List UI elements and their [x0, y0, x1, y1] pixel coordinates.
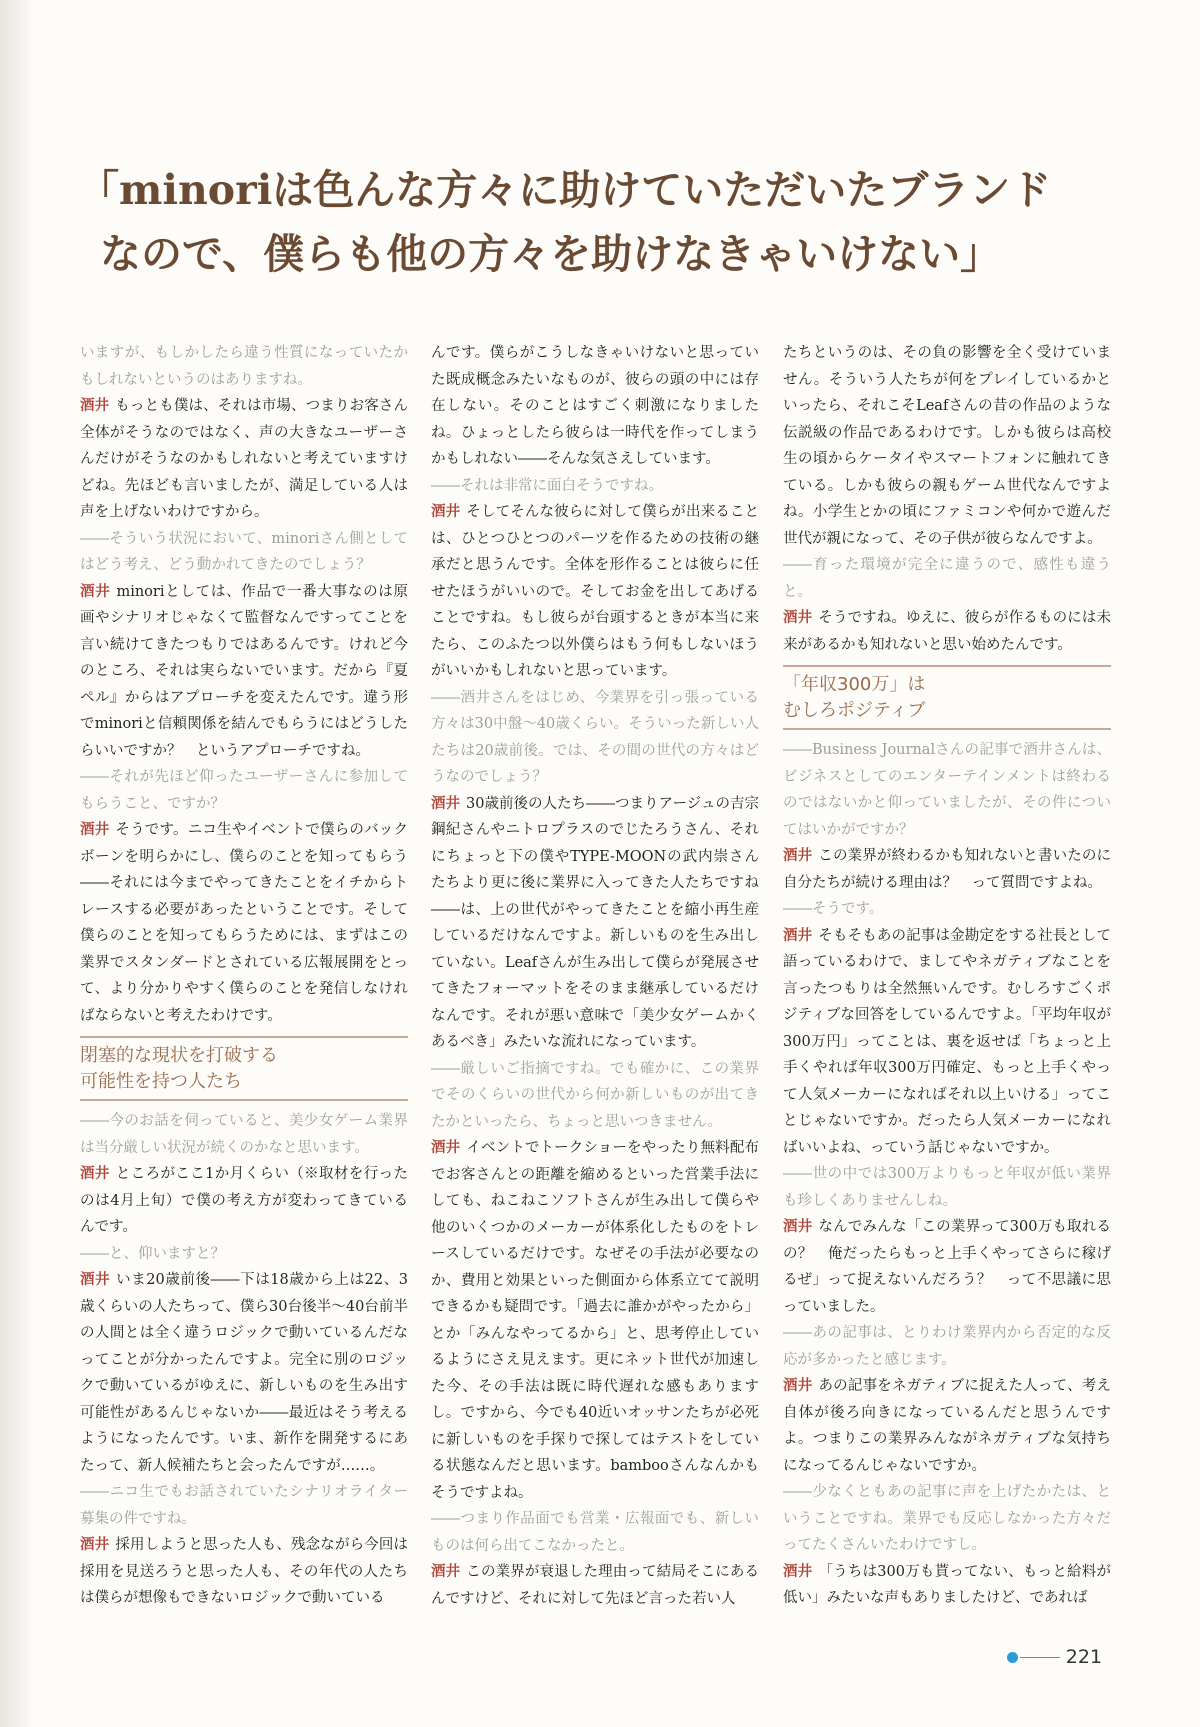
speaker-name: 酒井 [80, 397, 110, 414]
paragraph-text: ――酒井さんをはじめ、今業界を引っ張っている方々は30中盤～40歳くらい。そういった新しい人たちは20歳前後。では、その間の世代の方々はどうなのでしょう？ [431, 689, 759, 785]
interviewer-question [80, 526, 408, 579]
paragraph-text: なんでみんな「この業界って300万も取れるの？ 俺だったらもっと上手くやってさらに稼げるぜ」って捉えないんだろう？ って不思議に思っていました。 [783, 1219, 1111, 1315]
paragraph-text: ――育った環境が完全に違うので、感性も違うと。 [783, 557, 1111, 600]
page-footer [1007, 1646, 1102, 1668]
headline-line-2: なので、僕らも他の方々を助けなきゃいけない」 [100, 230, 1002, 278]
speaker-name: 酒井 [80, 821, 110, 838]
speaker-name: 酒井 [783, 847, 813, 864]
paragraph-text: 30歳前後の人たち――つまりアージュの吉宗鋼紀さんやニトロプラスのでじたろうさん、それにちょっと下の僕やTYPE-MOONの武内崇さんたちより更に後に業界に入ってきた人たちですね――は、上の世代がやってきたことを縮小再生産しているだけなんですよ。新しいものを生み出していない。Leafさんが生み出して僕らが発展させてきたフォーマットをそのまま継承しているだけなんです。それが悪い意味で「美少女ゲームかくあるべき」みたいな流れになっています。 [431, 795, 759, 1050]
paragraph-text: そしてそんな彼らに対して僕らが出来ることは、ひとつひとつのパーツを作るための技術の継承だと思うんです。全体を形作ることは彼らに任せたほうがいいので。そしてお金を出してあげることですね。もし彼らが台頭するときが本当に来たら、このふたつ以外僕らはもう何もしないほうがいいかもしれないと思っています。 [431, 504, 759, 679]
interviewee-answer [431, 1559, 759, 1612]
paragraph-text: たちというのは、その負の影響を全く受けていません。そういう人たちが何をプレイしているかといったら、それこそLeafさんの昔の作品のような伝説級の作品であるわけです。しかも彼らは高校生の頃からケータイやスマートフォンに触れてきている。しかも彼らの親もゲーム世代なんですよね。小学生とかの頃にファミコンや何かで遊んだ世代が親になって、その子供が彼らなんですよ。 [783, 345, 1111, 547]
paragraph-text: この業界が終わるかも知れないと書いたのに自分たちが続ける理由は？ って質問ですよね。 [783, 848, 1111, 891]
interviewer-question [80, 1241, 408, 1268]
speaker-name: 酒井 [431, 794, 461, 812]
section-heading-line-2: むしろポジティブ [783, 700, 926, 721]
paragraph-text: ――それは非常に面白そうですね。 [431, 477, 663, 494]
interviewee-answer [783, 1559, 1111, 1612]
footer-rule [1020, 1657, 1060, 1658]
paragraph [783, 340, 1111, 552]
interviewee-answer [783, 923, 1111, 1162]
paragraph-text: んです。僕らがこうしなきゃいけないと思っていた既成概念みたいなものが、彼らの頭の中には存在しない。そのことはすごく刺激になりましたね。ひょっとしたら彼らは一時代を作ってしまうかもしれない――そんな気さえしています。 [431, 345, 759, 467]
speaker-name: 酒井 [783, 926, 813, 944]
paragraph-text: そもそもあの記事は金勘定をする社長として語っているわけで、ましてやネガティブなことを言ったつもりは全然無いんです。むしろすごくポジティブな回答をしているんですよ。「平均年収が300万円」ってことは、裏を返せば「ちょっと上手くやれば年収300万円確定、もっと上手くやって人気メーカーになればそれ以上いける」ってことじゃないですか。だったら人気メーカーになればいいよね、っていう話じゃないですか。 [783, 927, 1111, 1156]
section-heading-line-1: 「年収300万」は [783, 674, 926, 695]
paragraph-text: ――そういう状況において、minoriさん側としてはどう考え、どう動かれてきたのでしょう？ [80, 530, 408, 573]
speaker-name: 酒井 [783, 609, 813, 626]
interviewee-answer [80, 1267, 408, 1479]
article-headline [78, 158, 1128, 286]
interviewee-answer [783, 1214, 1111, 1320]
interviewer-question [431, 1056, 759, 1136]
paragraph-text: この業界が衰退した理由って結局そこにあるんですけど、それに対して先ほど言った若い人 [431, 1564, 759, 1607]
interviewer-question [431, 473, 759, 500]
interviewee-answer [431, 1135, 759, 1506]
interviewer-question [783, 552, 1111, 605]
section-heading-line-2: 可能性を持つ人たち [80, 1071, 242, 1092]
paragraph-text: ――と、仰いますと？ [80, 1245, 225, 1262]
paragraph-text: ――あの記事は、とりわけ業界内から否定的な反応が多かったと感じます。 [783, 1325, 1111, 1368]
section-heading [783, 665, 1111, 730]
paragraph-text: 採用しようと思った人も、残念ながら今回は採用を見送ろうと思った人も、その年代の人たちは僕らが想像もできないロジックで動いている [80, 1537, 408, 1606]
paragraph-text: ――それが先ほど仰ったユーザーさんに参加してもらうこと、ですか？ [80, 769, 408, 812]
section-heading-line-1: 閉塞的な現状を打破する [80, 1045, 278, 1066]
interviewee-answer [80, 393, 408, 526]
text-column-1 [80, 340, 408, 1620]
paragraph-text: あの記事をネガティブに捉えた人って、考え自体が後ろ向きになっているんだと思うんですよ。つまりこの業界みんながネガティブな気持ちになってるんじゃないですか。 [783, 1378, 1111, 1474]
interviewer-question [783, 1161, 1111, 1214]
interviewee-answer [80, 579, 408, 765]
interviewee-answer [80, 1161, 408, 1241]
text-column-2 [431, 340, 759, 1620]
paragraph-text: 「うちは300万も貰ってない、もっと給料が低い」みたいな声もありましたけど、であれば [783, 1563, 1111, 1606]
paragraph-text: ――厳しいご指摘ですね。でも確かに、この業界でそのくらいの世代から何か新しいものが出てきたかといったら、ちょっと思いつきません。 [431, 1060, 759, 1130]
speaker-name: 酒井 [783, 1218, 813, 1235]
paragraph-text: ――ニコ生でもお話されていたシナリオライター募集の件ですね。 [80, 1484, 408, 1527]
interviewee-answer [783, 605, 1111, 658]
paragraph-text: ところがここ1か月くらい（※取材を行ったのは4月上旬）で僕の考え方が変わってきているんです。 [80, 1166, 408, 1235]
speaker-name: 酒井 [80, 1165, 110, 1182]
text-column-3 [783, 340, 1111, 1620]
speaker-name: 酒井 [783, 1377, 813, 1394]
paragraph-text: ――そうです。 [783, 901, 884, 917]
interviewee-answer [431, 499, 759, 685]
paragraph-text: minoriとしては、作品で一番大事なのは原画やシナリオじゃなくて監督なんですってことを言い続けてきたつもりではあるんです。けれど今のところ、それは実らないでいます。だから『夏ペル』からはアプローチを変えたんです。違う形でminoriと信頼関係を結んでもらうにはどうしたらいいですか？ というアプローチですね。 [80, 583, 408, 759]
paragraph-text: ――つまり作品面でも営業・広報面でも、新しいものは何ら出てこなかったと。 [431, 1511, 759, 1554]
speaker-name: 酒井 [431, 1563, 461, 1580]
interviewer-question [783, 737, 1111, 843]
interviewee-answer [783, 843, 1111, 896]
paragraph-text: もっとも僕は、それは市場、つまりお客さん全体がそうなのではなく、声の大きなユーザーさんだけがそうなのかもしれないと考えていますけどね。先ほども言いましたが、満足している人は声を上げないわけですから。 [80, 398, 408, 520]
speaker-name: 酒井 [431, 503, 461, 520]
interviewer-question [431, 685, 759, 791]
paragraph-text: そうですね。ゆえに、彼らが作るものには未来があるかも知れないと思い始めたんです。 [783, 610, 1111, 653]
paragraph-text: いますが、もしかしたら違う性質になっていたかもしれないというのはありますね。 [80, 345, 408, 388]
bullet-dot-icon [1007, 1652, 1018, 1663]
interviewee-answer [431, 791, 759, 1056]
interviewee-answer [783, 1373, 1111, 1479]
interviewer-question [783, 896, 1111, 923]
headline-line-1: 「minoriは色んな方々に助けていただいたブランド [78, 166, 1052, 214]
paragraph-text: ――Business Journalさんの記事で酒井さんは、ビジネスとしてのエンターテインメントは終わるのではないかと仰っていましたが、その件についてはいかがですか？ [783, 742, 1111, 838]
paragraph-text: ――少なくともあの記事に声を上げたかたは、ということですね。業界でも反応しなかった方々だってたくさんいたわけですし。 [783, 1484, 1111, 1553]
speaker-name: 酒井 [783, 1562, 813, 1580]
interviewee-answer [80, 817, 408, 1029]
page-binding-shadow [0, 0, 34, 1727]
paragraph-text: ――世の中では300万よりもっと年収が低い業界も珍しくありませんしね。 [783, 1166, 1111, 1209]
interviewer-question [80, 340, 408, 393]
speaker-name: 酒井 [80, 582, 111, 600]
interviewer-question [80, 1108, 408, 1161]
interviewee-answer [80, 1532, 408, 1612]
paragraph-text: そうです。ニコ生やイベントで僕らのバックボーンを明らかにし、僕らのことを知ってもらう――それには今までやってきたことをイチからトレースする必要があったということです。そして僕らのことを知ってもらうためには、まずはこの業界でスタンダードとされている広報展開をとって、より分かりやすく僕らのことを発信しなければならないと考えたわけです。 [80, 822, 408, 1024]
interviewer-question [783, 1479, 1111, 1559]
page-number: 221 [1065, 1646, 1102, 1668]
interviewer-question [431, 1506, 759, 1559]
interviewer-question [783, 1320, 1111, 1373]
paragraph-text: ――今のお話を伺っていると、美少女ゲーム業界は当分厳しい状況が続くのかなと思います。 [80, 1113, 408, 1156]
speaker-name: 酒井 [80, 1271, 111, 1288]
paragraph-text: イベントでトークショーをやったり無料配布でお客さんとの距離を縮めるといった営業手法にしても、ねこねこソフトさんが生み出して僕らや他のいくつかのメーカーが体系化したものをトレースしているだけです。なぜその手法が必要なのか、費用と効果といった側面から体系立てて説明できるかも疑問です。「過去に誰かがやったから」とか「みんなやってるから」と、思考停止しているようにさえ見えます。更にネット世代が加速した今、その手法は既に時代遅れな感もありますし。ですから、今でも40近いオッサンたちが必死に新しいものを手探りで探してはテストをしている状態なんだと思います。bambooさんなんかもそうですよね。 [431, 1140, 759, 1501]
section-heading [80, 1036, 408, 1101]
speaker-name: 酒井 [80, 1536, 110, 1553]
speaker-name: 酒井 [431, 1139, 461, 1156]
interviewer-question [80, 1479, 408, 1532]
interviewer-question [80, 764, 408, 817]
paragraph-text: いま20歳前後――下は18歳から上は22、3歳くらいの人たちって、僕ら30台後半～40台前半の人間とは全く違うロジックで動いているんだなってことが分かったんですよ。完全に別のロジックで動いているがゆえに、新しいものを生み出す可能性があるんじゃないか――最近はそう考えるようになったんです。いま、新作を開発するにあたって、新人候補たちと会ったんですが……。 [80, 1272, 408, 1474]
paragraph [431, 340, 759, 473]
